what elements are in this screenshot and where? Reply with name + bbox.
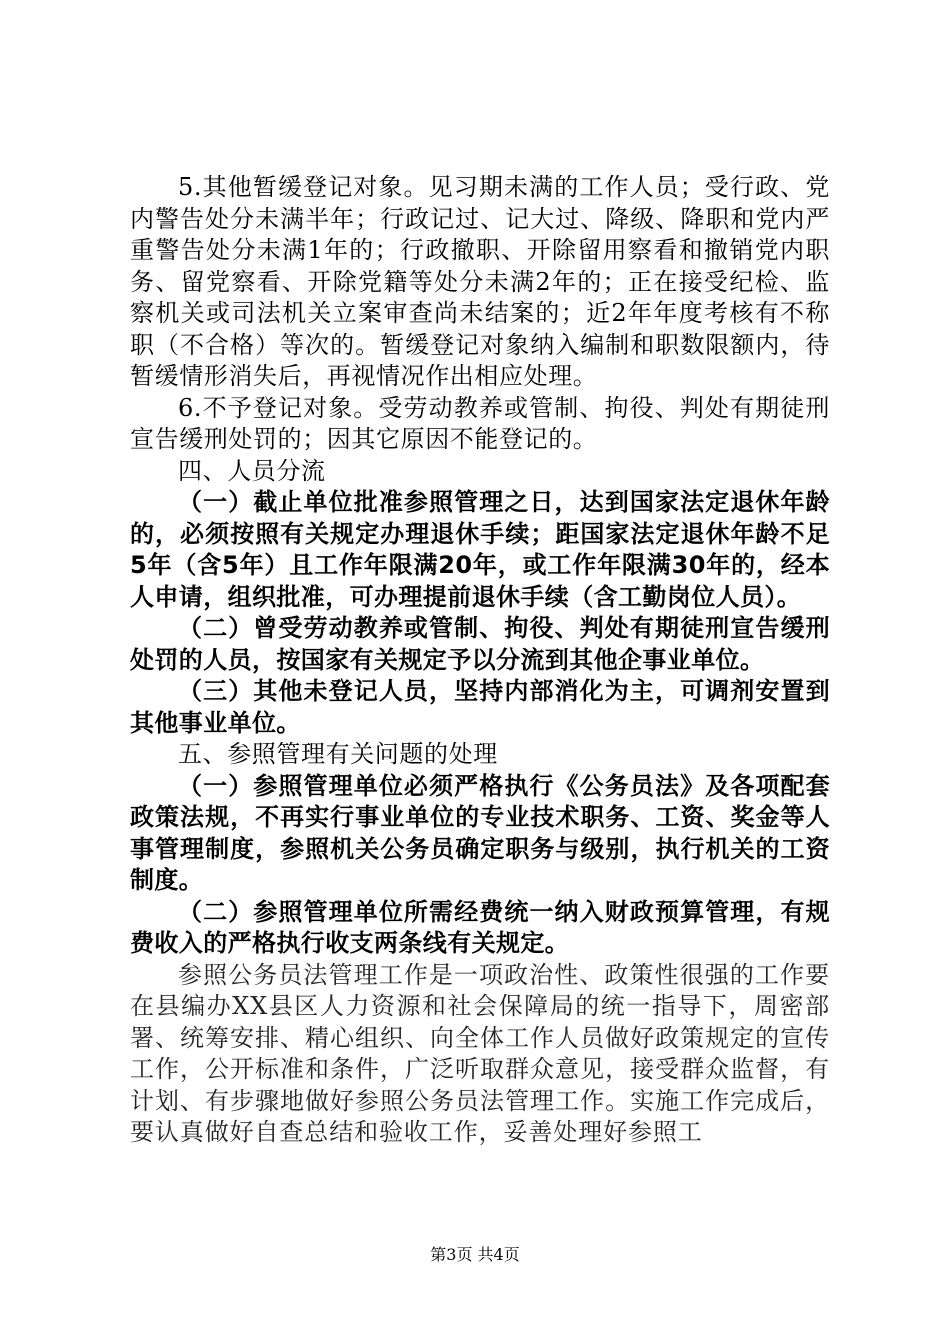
paragraph-diversion-item-3: （三）其他未登记人员，坚持内部消化为主，可调剂安置到其他事业单位。: [130, 677, 830, 737]
section-heading-reference-management: 五、参照管理有关问题的处理: [178, 740, 498, 768]
paragraph-reference-item-1: （一）参照管理单位必须严格执行《公务员法》及各项配套政策法规，不再实行事业单位的专业技术职务、工资、奖金等人事管理制度，参照机关公务员确定职务与级别，执行机关的工资制度。: [130, 771, 830, 894]
paragraph-diversion-item-1: （一）截止单位批准参照管理之日，达到国家法定退休年龄的，必须按照有关规定办理退休手续；距国家法定退休年龄不足5年（含5年）且工作年限满20年，或工作年限满30年的，经本人申请，组织批准，可办理提前退休手续（含工勤岗位人员）。: [130, 488, 830, 611]
section-heading-personnel-diversion: 四、人员分流: [178, 456, 326, 485]
paragraph-closing: 参照公务员法管理工作是一项政治性、政策性很强的工作要在县编办XX县区人力资源和社会保障局的统一指导下，周密部署、统筹安排、精心组织、向全体工作人员做好政策规定的宣传工作，公开标准和条件，广泛听取群众意见，接受群众监督，有计划、有步骤地做好参照公务员法管理工作。实施工作完成后，要认真做好自查总结和验收工作，妥善处理好参照工: [130, 960, 830, 1146]
page-number-footer: 第3页 共4页: [430, 1245, 520, 1264]
document-body: [130, 172, 830, 1149]
paragraph-deferred-registration: 5.其他暂缓登记对象。见习期未满的工作人员；受行政、党内警告处分未满半年；行政记过、记大过、降级、降职和党内严重警告处分未满1年的；行政撤职、开除留用察看和撤销党内职务、留党察看、开除党籍等处分未满2年的；正在接受纪检、监察机关或司法机关立案审查尚未结案的；近2年年度考核有不称职（不合格）等次的。暂缓登记对象纳入编制和职数限额内，待暂缓情形消失后，再视情况作出相应处理。: [130, 173, 830, 390]
paragraph-no-registration: 6.不予登记对象。受劳动教养或管制、拘役、判处有期徒刑宣告缓刑处罚的；因其它原因不能登记的。: [130, 393, 830, 453]
paragraph-reference-item-2: （二）参照管理单位所需经费统一纳入财政预算管理，有规费收入的严格执行收支两条线有关规定。: [130, 897, 830, 957]
paragraph-diversion-item-2: （二）曾受劳动教养或管制、拘役、判处有期徒刑宣告缓刑处罚的人员，按国家有关规定予以分流到其他企事业单位。: [130, 614, 830, 674]
